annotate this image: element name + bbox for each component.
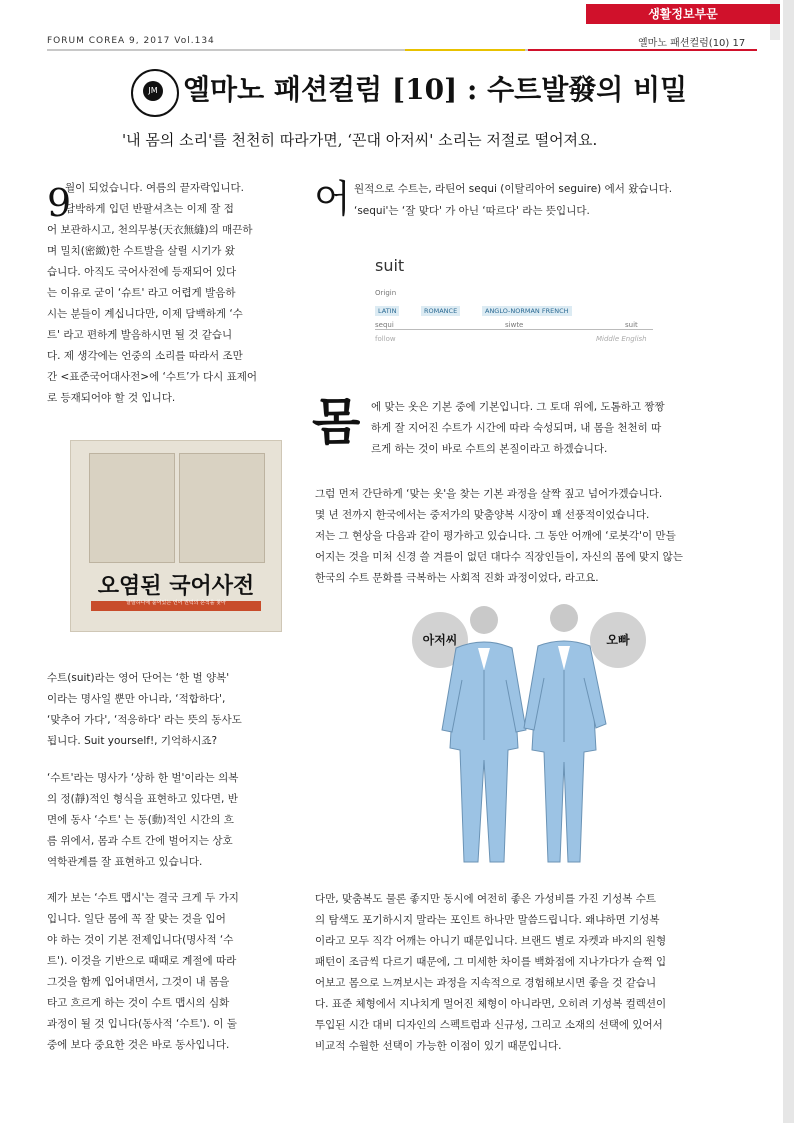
section-tag: 생활정보부문 (586, 4, 780, 24)
para-line: 한국의 수트 문화를 극복하는 사회적 진화 과정이었다, 라고요. (315, 572, 599, 584)
etymology-line (375, 329, 653, 330)
intro-paragraph (47, 178, 281, 409)
intro-line: 는 이유로 굳이 ‘슈트' 라고 어렵게 발음하 (47, 287, 236, 299)
intro-line: 어 보관하시고, 천의무봉(天衣無縫)의 매끈하 (47, 224, 253, 236)
intro-line: 월이 되었습니다. 여름의 끝자락입니다. (65, 182, 244, 194)
middle-english-label: Middle English (596, 335, 647, 343)
intro-line: 로 등재되어야 할 것 입니다. (47, 392, 176, 404)
para-line: 이라고 모두 직각 어깨는 아니기 때문입니다. 브랜드 별로 자켓과 바지의 원형 (315, 935, 667, 947)
para-line: ‘맞추어 가다', ‘적응하다' 라는 뜻의 동사도 (47, 714, 242, 726)
word-sequi: sequi (375, 321, 397, 329)
para-line: 이라는 명사일 뿐만 아니라, ‘적합하다', (47, 693, 226, 705)
para-line: 역학관계를 잘 표현하고 있습니다. (47, 856, 203, 868)
para-line: 그것을 함께 입어내면서, 그것이 내 몸을 (47, 976, 230, 988)
word-siwte: siwte (502, 321, 526, 329)
book-title: 오염된 국어사전 (97, 574, 255, 599)
para-line: 하게 잘 지어진 수트가 시간에 따라 숙성되며, 내 몸을 천천히 따 (371, 422, 662, 434)
book-strip-text: 낱말하나에 묻어있는 언어 권력의 흔적을 찾아 (126, 600, 226, 606)
para-line: 어지는 것을 미처 신경 쓸 겨를이 없던 대다수 직장인들이, 자신의 몸에 맞지 않는 (315, 551, 683, 563)
etymology-dropcap: 어 (314, 177, 351, 221)
intro-line: 습니다. 아직도 국어사전에 등재되어 있다 (47, 266, 237, 278)
para-line: 의 탐색도 포기하시지 말라는 포인트 하나만 말씀드립니다. 왜냐하면 기성복 (315, 914, 660, 926)
body-dropcap: 몸 (312, 392, 361, 451)
meaning-follow: follow (375, 335, 396, 343)
para-line: 어보고 몸으로 느껴보시는 과정을 지속적으로 경험해보시면 좋을 것 같습니 (315, 977, 657, 989)
para-line: 야 하는 것이 기본 전제입니다(명사적 ‘수 (47, 934, 234, 946)
para-line: 그럼 먼저 간단하게 ‘맞는 옷'을 찾는 기본 과정을 살짝 짚고 넘어가겠습니다. (315, 488, 663, 500)
para-line: 타고 흐르게 하는 것이 수트 맵시의 심화 (47, 997, 230, 1009)
intro-line: 시는 분들이 계십니다만, 이제 담백하게 ‘수 (47, 308, 243, 320)
column-logo-mark: JM (143, 81, 163, 101)
chip-latin: LATIN (375, 306, 399, 316)
intro-dropcap: 9 (47, 181, 72, 225)
noun-verb-paragraph (47, 768, 281, 873)
para-line: 몇 년 전까지 한국에서는 중저가의 맞춤양복 시장이 꽤 선풍적이었습니다. (315, 509, 650, 521)
dictionary-word: suit (375, 256, 405, 275)
para-line: 됩니다. Suit yourself!, 기억하시죠? (47, 735, 218, 747)
chip-romance: ROMANCE (421, 306, 460, 316)
para-line: 의 정(靜)적인 형식을 표현하고 있다면, 반 (47, 793, 238, 805)
para-line: 르게 하는 것이 바로 수트의 본질이라고 하겠습니다. (371, 443, 608, 455)
header-rule-red (528, 49, 757, 51)
para-line: 저는 그 현상을 다음과 같이 평가하고 있습니다. 그 동안 어깨에 ‘로봇각'이 만들 (315, 530, 676, 542)
para-line: 비교적 수월한 선택이 가능한 이점이 있기 때문입니다. (315, 1040, 562, 1052)
para-line: 수트(suit)라는 영어 단어는 ‘한 벌 양복' (47, 672, 230, 684)
chip-anglo-norman: ANGLO-NORMAN FRENCH (482, 306, 572, 316)
header-rule-yellow (405, 49, 525, 51)
suit-comparison-illustration (412, 600, 642, 870)
header-right: 옐마노 패션컬럼(10) 17 (638, 38, 746, 49)
para-line: 제가 보는 ‘수트 맵시'는 결국 크게 두 가지 (47, 892, 239, 904)
intro-line: 간 <표준국어대사전>에 ‘수트’가 다시 표제어 (47, 371, 258, 383)
book-page-right (179, 453, 265, 563)
page-edge-bar (783, 0, 794, 1123)
para-line: 패턴이 조금씩 다르기 때문에, 그 미세한 차이를 백화점에 지나가다가 슬쩍 입 (315, 956, 667, 968)
etymology-paragraph (354, 178, 734, 222)
suit-figures-icon (412, 600, 642, 870)
label-oppa: 오빠 (590, 612, 646, 668)
intro-line: 담박하게 입던 반팔셔츠는 이제 잘 접 (65, 203, 234, 215)
label-ajeossi: 아저씨 (412, 612, 468, 668)
para-line: 과정이 될 것 입니다(동사적 ‘수트'). 이 둘 (47, 1018, 237, 1030)
para-line: 중에 보다 중요한 것은 바로 동사입니다. (47, 1039, 230, 1051)
book-cover-image (70, 440, 282, 632)
para-line: 원적으로 수트는, 라틴어 sequi (이탈리아어 seguire) 에서 왔습니다. (354, 183, 673, 195)
para-line: 름 위에서, 몸과 수트 간에 벌어지는 상호 (47, 835, 233, 847)
suit-definition-paragraph (47, 668, 281, 752)
header-left: FORUM COREA 9, 2017 Vol.134 (47, 36, 215, 46)
intro-line: 다. 제 생각에는 언중의 소리를 따라서 조만 (47, 350, 243, 362)
intro-line: 며 밀치(密緻)한 수트발을 살릴 시기가 왔 (47, 245, 235, 257)
para-line: ‘sequi'는 ‘잘 맞다' 가 아닌 ‘따르다' 라는 뜻입니다. (354, 205, 590, 217)
para-line: ‘수트'라는 명사가 ‘상하 한 벌'이라는 의복 (47, 772, 239, 784)
intro-line: 트' 라고 편하게 발음하시면 될 것 같습니 (47, 329, 233, 341)
article-subtitle: '내 몸의 소리'를 천천히 따라가면, ‘꼰대 아저씨' 소리는 저절로 떨어져요. (122, 131, 598, 149)
para-line: 트'). 이것을 기반으로 때때로 계절에 따라 (47, 955, 237, 967)
para-line: 에 맞는 옷은 기본 중에 기본입니다. 그 토대 위에, 도톰하고 짱짱 (371, 401, 665, 413)
suit-style-paragraph (47, 888, 281, 1056)
book-page-left (89, 453, 175, 563)
ready-to-wear-paragraph (315, 889, 743, 1057)
fit-paragraph (371, 397, 741, 460)
article-title: 옐마노 패션컬럼 [10] : 수트발發의 비밀 (183, 73, 688, 106)
para-line: 투입된 시간 대비 디자인의 스펙트럼과 신규성, 그리고 소재의 선택에 있어서 (315, 1019, 663, 1031)
dictionary-origin: Origin (375, 289, 397, 297)
para-line: 다만, 맞춤복도 물론 좋지만 동시에 여전히 좋은 가성비를 가진 기성복 수트 (315, 893, 657, 905)
para-line: 면에 동사 ‘수트' 는 동(動)적인 시간의 흐 (47, 814, 234, 826)
para-line: 다. 표준 체형에서 지나치게 멀어진 체형이 아니라면, 오히려 기성복 컬렉션이 (315, 998, 667, 1010)
tailoring-paragraph (315, 484, 743, 589)
para-line: 입니다. 일단 몸에 꼭 잘 맞는 것을 입어 (47, 913, 226, 925)
word-suit: suit (622, 321, 638, 329)
